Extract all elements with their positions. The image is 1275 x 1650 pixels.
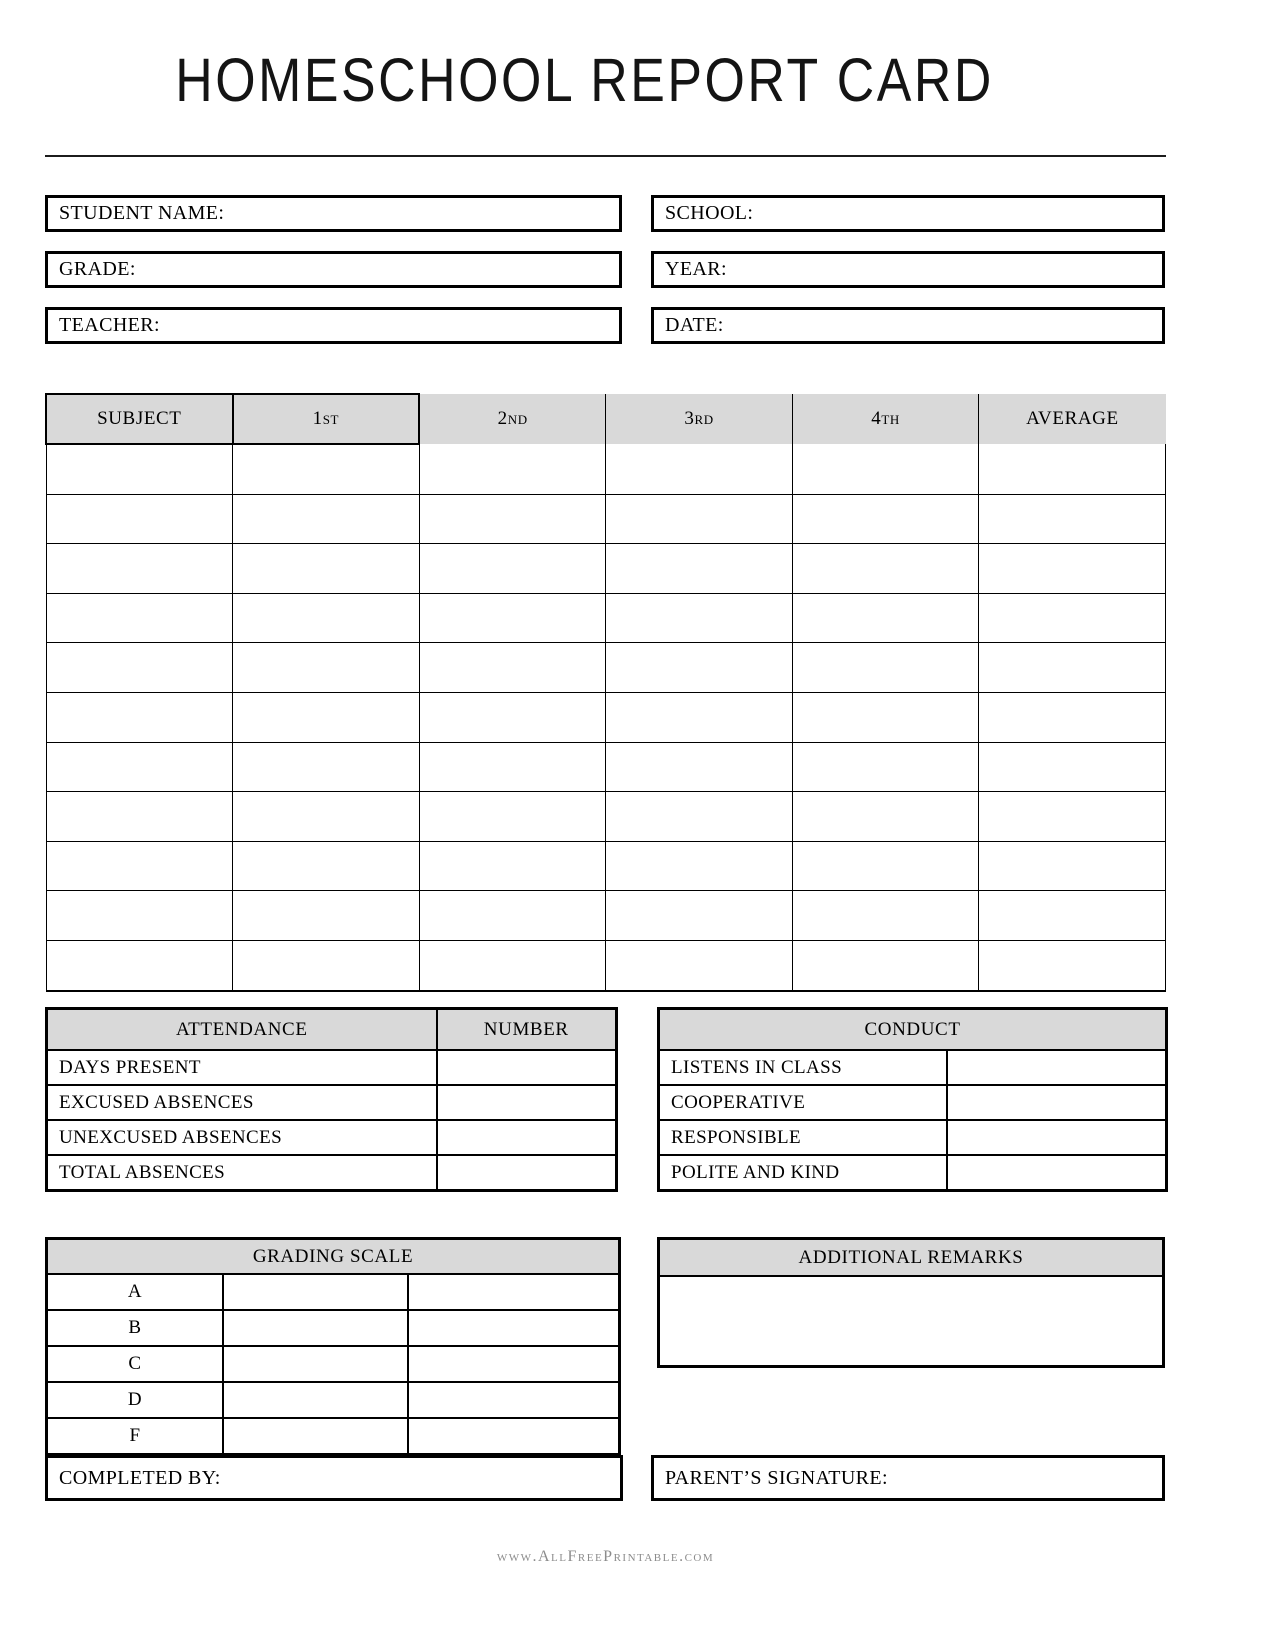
subjects-header-row	[46, 394, 1166, 444]
grade-cell[interactable]	[606, 643, 793, 693]
conduct-header: CONDUCT	[659, 1009, 1167, 1051]
attendance-row-label: UNEXCUSED ABSENCES	[47, 1120, 437, 1155]
grade-cell[interactable]	[419, 593, 606, 643]
attendance-row-label: TOTAL ABSENCES	[47, 1155, 437, 1191]
teacher-label: TEACHER:	[59, 314, 160, 336]
attendance-number-header: NUMBER	[437, 1009, 617, 1051]
grade-cell[interactable]	[419, 494, 606, 544]
page-title: HOMESCHOOL REPORT CARD	[175, 46, 995, 114]
student-name-field[interactable]	[45, 195, 622, 232]
parent-signature-field[interactable]	[651, 1455, 1165, 1501]
grade-range-cell[interactable]	[223, 1310, 408, 1346]
grade-field[interactable]	[45, 251, 622, 288]
grade-cell[interactable]	[419, 891, 606, 941]
grade-letter-cell: D	[47, 1382, 223, 1418]
year-field[interactable]	[651, 251, 1165, 288]
conduct-value-cell[interactable]	[947, 1120, 1167, 1155]
subjects-col-average: AVERAGE	[979, 394, 1166, 444]
grade-cell[interactable]	[606, 792, 793, 842]
grade-cell[interactable]	[233, 841, 420, 891]
subject-cell[interactable]	[46, 643, 233, 693]
subject-cell[interactable]	[46, 940, 233, 990]
grade-cell[interactable]	[792, 444, 979, 494]
grade-range-cell[interactable]	[408, 1310, 620, 1346]
grade-cell[interactable]	[792, 643, 979, 693]
grade-cell[interactable]	[606, 940, 793, 990]
average-cell[interactable]	[979, 692, 1166, 742]
subjects-row	[46, 940, 1166, 990]
grade-cell[interactable]	[792, 494, 979, 544]
subjects-row	[46, 742, 1166, 792]
grade-cell[interactable]	[233, 643, 420, 693]
school-label: SCHOOL:	[665, 202, 754, 224]
subjects-row	[46, 792, 1166, 842]
grade-cell[interactable]	[233, 593, 420, 643]
attendance-row	[47, 1155, 617, 1191]
subject-cell[interactable]	[46, 593, 233, 643]
average-cell[interactable]	[979, 940, 1166, 990]
conduct-row-label: POLITE AND KIND	[659, 1155, 947, 1191]
conduct-value-cell[interactable]	[947, 1050, 1167, 1085]
subject-cell[interactable]	[46, 792, 233, 842]
grade-cell[interactable]	[233, 742, 420, 792]
conduct-row	[659, 1155, 1167, 1191]
grade-cell[interactable]	[419, 841, 606, 891]
grading-scale-table	[45, 1237, 621, 1456]
grade-range-cell[interactable]	[223, 1274, 408, 1310]
grade-cell[interactable]	[419, 444, 606, 494]
grade-cell[interactable]	[606, 444, 793, 494]
conduct-table	[657, 1007, 1168, 1192]
subjects-row	[46, 891, 1166, 941]
attendance-value-cell[interactable]	[437, 1050, 617, 1085]
attendance-value-cell[interactable]	[437, 1085, 617, 1120]
grade-range-cell[interactable]	[223, 1346, 408, 1382]
attendance-header: ATTENDANCE	[47, 1009, 437, 1051]
subject-cell[interactable]	[46, 544, 233, 594]
year-label: YEAR:	[665, 258, 727, 280]
teacher-field[interactable]	[45, 307, 622, 344]
grade-cell[interactable]	[792, 841, 979, 891]
attendance-table	[45, 1007, 618, 1192]
date-field[interactable]	[651, 307, 1165, 344]
grade-cell[interactable]	[606, 544, 793, 594]
subjects-table	[45, 393, 1166, 992]
grade-cell[interactable]	[792, 692, 979, 742]
attendance-row	[47, 1120, 617, 1155]
grade-cell[interactable]	[792, 593, 979, 643]
grade-cell[interactable]	[419, 940, 606, 990]
school-field[interactable]	[651, 195, 1165, 232]
grading-scale-header-row	[47, 1239, 620, 1275]
completed-by-label: COMPLETED BY:	[59, 1466, 221, 1489]
grading-scale-row	[47, 1346, 620, 1382]
grade-cell[interactable]	[419, 742, 606, 792]
grade-cell[interactable]	[792, 891, 979, 941]
subjects-row	[46, 444, 1166, 494]
footer-url: www.AllFreePrintable.com	[496, 1548, 715, 1565]
page-title-wrap	[0, 44, 1170, 117]
grade-cell[interactable]	[792, 792, 979, 842]
conduct-header-row	[659, 1009, 1167, 1051]
conduct-row-label: LISTENS IN CLASS	[659, 1050, 947, 1085]
attendance-row-label: EXCUSED ABSENCES	[47, 1085, 437, 1120]
grading-scale-row	[47, 1274, 620, 1310]
attendance-value-cell[interactable]	[437, 1155, 617, 1191]
attendance-row	[47, 1050, 617, 1085]
subjects-row	[46, 643, 1166, 693]
grade-range-cell[interactable]	[223, 1382, 408, 1418]
average-cell[interactable]	[979, 444, 1166, 494]
average-cell[interactable]	[979, 841, 1166, 891]
subject-cell[interactable]	[46, 692, 233, 742]
grade-cell[interactable]	[792, 940, 979, 990]
grade-cell[interactable]	[233, 792, 420, 842]
subjects-col-q3: 3rd	[606, 394, 793, 444]
subject-cell[interactable]	[46, 742, 233, 792]
parent-signature-label: PARENT’S SIGNATURE:	[665, 1466, 889, 1489]
grade-letter-cell: A	[47, 1274, 223, 1310]
average-cell[interactable]	[979, 891, 1166, 941]
grade-cell[interactable]	[233, 940, 420, 990]
grade-range-cell[interactable]	[223, 1418, 408, 1455]
grade-cell[interactable]	[606, 841, 793, 891]
student-name-label: STUDENT NAME:	[59, 202, 225, 224]
attendance-row	[47, 1085, 617, 1120]
subjects-row	[46, 494, 1166, 544]
attendance-value-cell[interactable]	[437, 1120, 617, 1155]
grade-cell[interactable]	[419, 792, 606, 842]
subjects-row	[46, 841, 1166, 891]
subjects-col-q2: 2nd	[419, 394, 606, 444]
subjects-row	[46, 593, 1166, 643]
average-cell[interactable]	[979, 742, 1166, 792]
subject-cell[interactable]	[46, 841, 233, 891]
grade-cell[interactable]	[419, 544, 606, 594]
grade-cell[interactable]	[606, 494, 793, 544]
title-divider-rule	[45, 155, 1166, 157]
average-cell[interactable]	[979, 494, 1166, 544]
grade-cell[interactable]	[606, 593, 793, 643]
average-cell[interactable]	[979, 792, 1166, 842]
grade-letter-cell: B	[47, 1310, 223, 1346]
subject-cell[interactable]	[46, 891, 233, 941]
grade-cell[interactable]	[419, 643, 606, 693]
grade-range-cell[interactable]	[408, 1418, 620, 1455]
average-cell[interactable]	[979, 593, 1166, 643]
grade-cell[interactable]	[419, 692, 606, 742]
attendance-header-row	[47, 1009, 617, 1051]
conduct-row	[659, 1050, 1167, 1085]
grade-cell[interactable]	[233, 494, 420, 544]
additional-remarks-area[interactable]	[660, 1277, 1162, 1365]
grade-cell[interactable]	[606, 742, 793, 792]
grade-cell[interactable]	[233, 444, 420, 494]
grade-cell[interactable]	[792, 544, 979, 594]
grade-cell[interactable]	[233, 891, 420, 941]
completed-by-field[interactable]	[45, 1455, 623, 1501]
grading-scale-row	[47, 1418, 620, 1455]
grade-range-cell[interactable]	[408, 1382, 620, 1418]
grade-cell[interactable]	[233, 692, 420, 742]
grading-scale-row	[47, 1310, 620, 1346]
date-label: DATE:	[665, 314, 724, 336]
attendance-row-label: DAYS PRESENT	[47, 1050, 437, 1085]
subjects-col-q1: 1st	[233, 394, 420, 444]
subjects-col-subject: SUBJECT	[46, 394, 233, 444]
grade-letter-cell: F	[47, 1418, 223, 1455]
conduct-row	[659, 1085, 1167, 1120]
grade-cell[interactable]	[606, 692, 793, 742]
grade-cell[interactable]	[792, 742, 979, 792]
grading-scale-header: GRADING SCALE	[47, 1239, 620, 1275]
grade-cell[interactable]	[606, 891, 793, 941]
subjects-col-q4: 4th	[792, 394, 979, 444]
subjects-row	[46, 692, 1166, 742]
conduct-row	[659, 1120, 1167, 1155]
grade-range-cell[interactable]	[408, 1346, 620, 1382]
average-cell[interactable]	[979, 643, 1166, 693]
additional-remarks-header: ADDITIONAL REMARKS	[660, 1240, 1162, 1277]
grading-scale-row	[47, 1382, 620, 1418]
conduct-value-cell[interactable]	[947, 1085, 1167, 1120]
conduct-value-cell[interactable]	[947, 1155, 1167, 1191]
conduct-row-label: COOPERATIVE	[659, 1085, 947, 1120]
subject-cell[interactable]	[46, 444, 233, 494]
grade-label: GRADE:	[59, 258, 136, 280]
additional-remarks-box	[657, 1237, 1165, 1368]
grade-range-cell[interactable]	[408, 1274, 620, 1310]
subjects-row	[46, 544, 1166, 594]
average-cell[interactable]	[979, 544, 1166, 594]
conduct-row-label: RESPONSIBLE	[659, 1120, 947, 1155]
subject-cell[interactable]	[46, 494, 233, 544]
grade-letter-cell: C	[47, 1346, 223, 1382]
grade-cell[interactable]	[233, 544, 420, 594]
